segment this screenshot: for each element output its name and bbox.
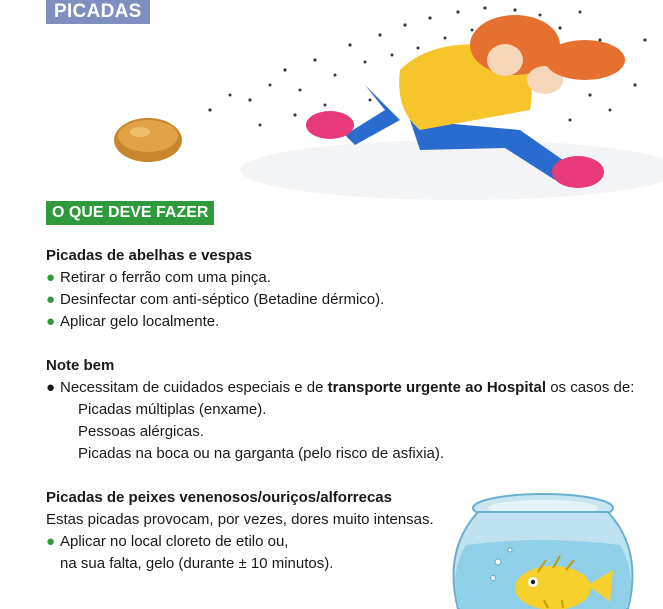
note-heading: Note bem [46, 357, 115, 374]
bullet-icon: ● [46, 269, 56, 286]
note-intro-after: os casos de: [546, 379, 635, 396]
page-title: PICADAS [46, 0, 150, 24]
running-person-bees-illustration [100, 0, 663, 215]
list-item-text: Aplicar no local cloreto de etilo ou, [60, 533, 289, 550]
list-item-text: Desinfectar com anti-séptico (Betadine dérmico). [60, 291, 385, 308]
section-title: O QUE DEVE FAZER [46, 201, 214, 225]
list-item [46, 289, 646, 311]
fish-description: Estas picadas provocam, por vezes, dores muito intensas. [46, 511, 434, 528]
beehive-icon [114, 118, 182, 162]
list-item-text: Retirar o ferrão com uma pinça. [60, 269, 271, 286]
fishbowl-illustration [438, 490, 648, 609]
bullet-icon: ● [46, 533, 56, 550]
fish-heading: Picadas de peixes venenosos/ouriços/alforrecas [46, 489, 392, 506]
note-intro-before: Necessitam de cuidados especiais e de [60, 379, 328, 396]
list-item-continuation: na sua falta, gelo (durante ± 10 minutos). [60, 555, 334, 572]
bees-section [46, 245, 646, 333]
list-item-text: Aplicar gelo localmente. [60, 313, 220, 330]
list-item [46, 267, 646, 289]
note-section [46, 355, 656, 465]
list-item [46, 531, 466, 553]
note-case: Picadas múltiplas (enxame). [78, 401, 267, 418]
bullet-icon: ● [46, 291, 56, 308]
fish-section [46, 487, 466, 575]
note-intro [46, 377, 656, 399]
bees-heading: Picadas de abelhas e vespas [46, 247, 252, 264]
note-case: Picadas na boca ou na garganta (pelo risco de asfixia). [78, 445, 445, 462]
bullet-icon: ● [46, 379, 56, 396]
note-intro-bold: transporte urgente ao Hospital [327, 379, 547, 396]
note-case: Pessoas alérgicas. [78, 423, 204, 440]
bullet-icon: ● [46, 313, 56, 330]
list-item [46, 311, 646, 333]
